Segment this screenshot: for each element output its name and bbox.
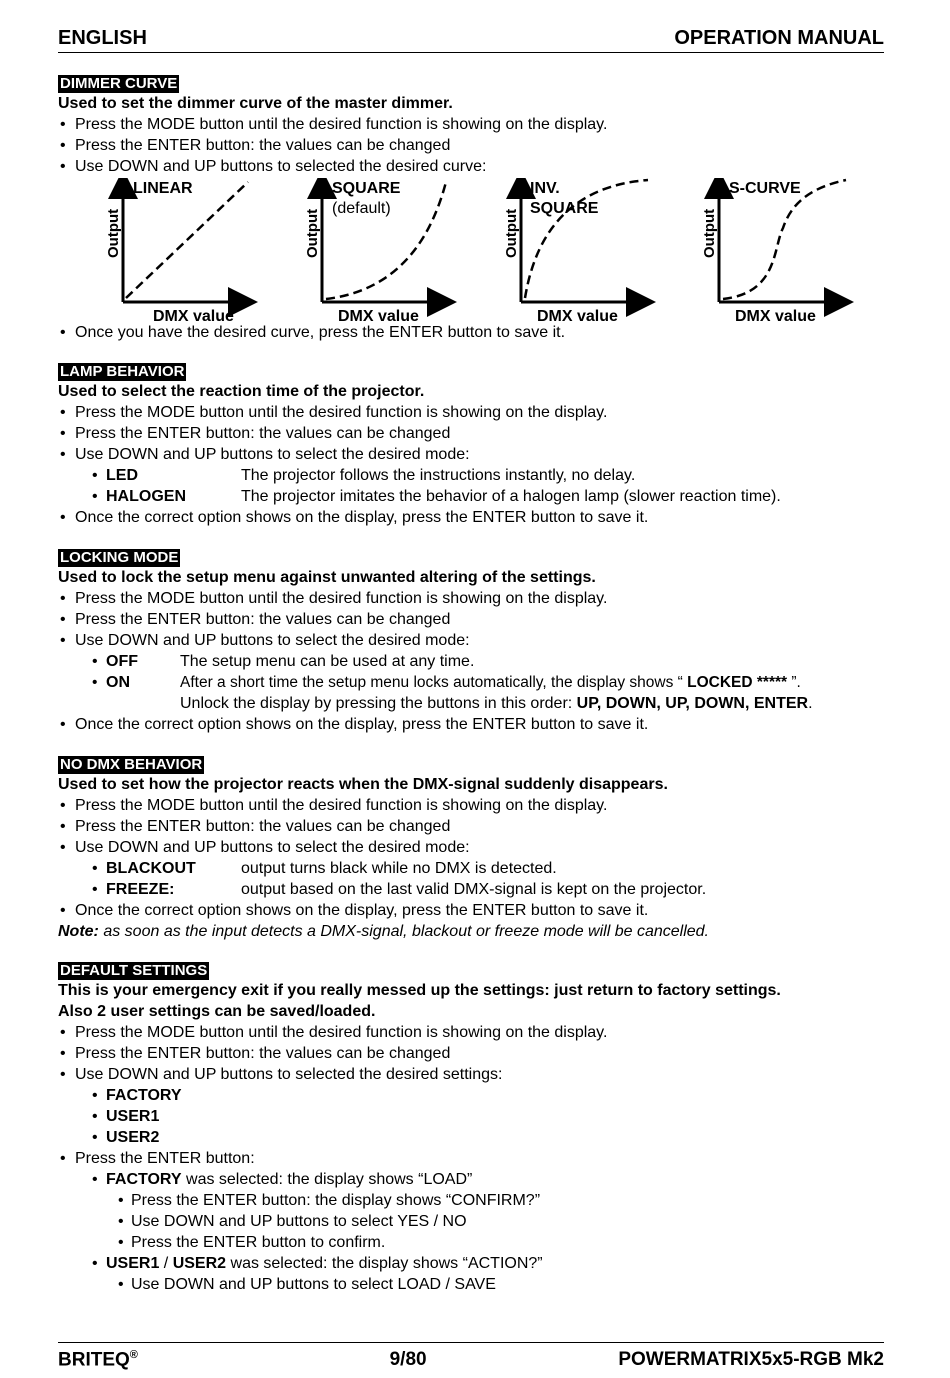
curve-square — [304, 180, 446, 324]
s-curve-line — [723, 180, 846, 299]
section-lead: Used to set the dimmer curve of the master dimmer. — [58, 95, 453, 112]
option-key: USER1 — [106, 1108, 160, 1125]
curve-title-2: SQUARE — [530, 200, 599, 217]
option-key: LED — [106, 467, 138, 484]
section-tag: LAMP BEHAVIOR — [60, 363, 185, 380]
option-key: OFF — [106, 653, 138, 670]
registered-mark: ® — [129, 1349, 138, 1361]
list-item: • Use DOWN and UP buttons to selected the desired settings: — [58, 1064, 888, 1085]
section-tag: LOCKING MODE — [60, 549, 179, 566]
footer-model: POWERMATRIX5x5-RGB Mk2 — [618, 1349, 884, 1370]
list-item: • Press the MODE button until the desired function is showing on the display. — [58, 795, 888, 816]
y-axis-label: Output — [105, 208, 122, 258]
list-item: • Press the ENTER button: the values can be changed — [58, 1043, 888, 1064]
note-text: as soon as the input detects a DMX-signal, blackout or freeze mode will be cancelled. — [98, 923, 709, 940]
option-item — [58, 651, 888, 672]
list-item: • Once the correct option shows on the display, press the ENTER button to save it. — [58, 714, 888, 735]
factory-step: • Press the ENTER button: the display shows “CONFIRM?” — [58, 1190, 888, 1211]
option-item — [58, 1085, 888, 1106]
y-axis-label: Output — [304, 208, 321, 258]
option-continuation — [58, 693, 888, 714]
option-item — [58, 465, 888, 486]
section-tag: DIMMER CURVE — [60, 75, 178, 92]
list-item: • Use DOWN and UP buttons to selected the desired curve: — [58, 156, 888, 177]
option-key: USER1 — [106, 1255, 160, 1272]
option-desc: The setup menu can be used at any time. — [180, 653, 475, 670]
section-no-dmx-behavior — [58, 756, 888, 942]
separator: / — [159, 1255, 173, 1272]
section-lead: Also 2 user settings can be saved/loaded. — [58, 1003, 376, 1020]
list-item: • Press the ENTER button: the values can be changed — [58, 135, 888, 156]
option-key: USER2 — [172, 1255, 227, 1272]
option-key: BLACKOUT — [106, 860, 196, 877]
option-key: ON — [106, 674, 130, 691]
factory-item — [58, 1169, 888, 1190]
header-language: ENGLISH — [58, 27, 147, 49]
unlock-sequence: UP, DOWN, UP, DOWN, ENTER — [576, 695, 809, 712]
section-lead: Used to set how the projector reacts when the DMX-signal suddenly disappears. — [58, 776, 668, 793]
note-label: Note: — [58, 923, 99, 940]
list-item: • Press the ENTER button: the values can be changed — [58, 609, 888, 630]
option-key: HALOGEN — [106, 488, 186, 505]
list-item: • Use DOWN and UP buttons to select the desired mode: — [58, 630, 888, 651]
option-desc: was selected: the display shows “ACTION?” — [226, 1255, 543, 1272]
option-desc: The projector imitates the behavior of a halogen lamp (slower reaction time). — [241, 488, 781, 505]
option-desc: was selected: the display shows “LOAD” — [181, 1171, 473, 1188]
curve-title-1: INV. — [530, 180, 560, 197]
option-desc: The projector follows the instructions instantly, no delay. — [241, 467, 636, 484]
option-desc: output based on the last valid DMX-signal is kept on the projector. — [241, 881, 707, 898]
list-item: • Press the MODE button until the desired function is showing on the display. — [58, 1022, 888, 1043]
option-item — [58, 486, 888, 507]
section-lamp-behavior — [58, 363, 888, 528]
linear-curve-line — [126, 182, 248, 298]
inv-square-curve-line — [525, 180, 648, 298]
factory-step: • Press the ENTER button to confirm. — [58, 1232, 888, 1253]
dimmer-curve-diagrams — [58, 178, 888, 324]
curve-s-curve — [701, 180, 846, 324]
list-item: • Press the MODE button until the desired function is showing on the display. — [58, 402, 888, 423]
option-key: USER2 — [106, 1129, 160, 1146]
option-key: FACTORY — [106, 1171, 182, 1188]
x-axis-label: DMX value — [537, 308, 618, 324]
page-number: 9/80 — [389, 1349, 427, 1370]
section-default-settings — [58, 962, 888, 1295]
list-item: • Once the correct option shows on the display, press the ENTER button to save it. — [58, 507, 888, 528]
brand-name: BRITEQ — [58, 1349, 130, 1371]
curve-linear — [105, 180, 248, 324]
section-dimmer-curve-end — [58, 322, 888, 343]
x-axis-label: DMX value — [153, 308, 234, 324]
section-lead: Used to lock the setup menu against unwanted altering of the settings. — [58, 569, 596, 586]
curve-default-label: (default) — [332, 200, 391, 217]
option-desc: output turns black while no DMX is detected. — [241, 860, 557, 877]
curve-title: SQUARE — [332, 180, 401, 197]
x-axis-label: DMX value — [735, 308, 816, 324]
factory-step: • Use DOWN and UP buttons to select YES / NO — [58, 1211, 888, 1232]
y-axis-label: Output — [701, 208, 718, 258]
list-item: • Once the correct option shows on the display, press the ENTER button to save it. — [58, 900, 888, 921]
page-header — [58, 18, 884, 53]
option-desc-end: ”. — [787, 674, 801, 691]
locked-display-text: LOCKED ***** — [687, 674, 788, 691]
option-desc: After a short time the setup menu locks automatically, the display shows “ — [180, 674, 688, 691]
x-axis-label: DMX value — [338, 308, 419, 324]
option-item — [58, 1106, 888, 1127]
y-axis-label: Output — [503, 208, 520, 258]
option-item — [58, 879, 888, 900]
curve-title: LINEAR — [133, 180, 193, 197]
unlock-text: Unlock the display by pressing the buttons in this order: — [180, 695, 577, 712]
curve-title: S-CURVE — [729, 180, 801, 197]
section-tag: DEFAULT SETTINGS — [60, 962, 208, 979]
section-tag: NO DMX BEHAVIOR — [60, 756, 203, 773]
header-title: OPERATION MANUAL — [674, 27, 884, 49]
note — [58, 921, 888, 942]
option-item — [58, 1127, 888, 1148]
list-item: • Press the ENTER button: the values can be changed — [58, 816, 888, 837]
option-key: FREEZE: — [106, 881, 175, 898]
list-item: • Press the ENTER button: the values can be changed — [58, 423, 888, 444]
list-item: • Use DOWN and UP buttons to select the desired mode: — [58, 837, 888, 858]
section-lead: This is your emergency exit if you really messed up the settings: just return to factory settings. — [58, 982, 781, 999]
user-item — [58, 1253, 888, 1274]
list-item: • Press the MODE button until the desired function is showing on the display. — [58, 588, 888, 609]
section-locking-mode — [58, 549, 888, 735]
option-item — [58, 858, 888, 879]
section-lead: Used to select the reaction time of the projector. — [58, 383, 425, 400]
curve-diagram-svg — [58, 178, 888, 324]
page-footer — [58, 1342, 884, 1371]
list-item: • Use DOWN and UP buttons to select the desired mode: — [58, 444, 888, 465]
list-item: • Press the MODE button until the desired function is showing on the display. — [58, 114, 888, 135]
user-step: • Use DOWN and UP buttons to select LOAD / SAVE — [58, 1274, 888, 1295]
footer-brand — [58, 1349, 138, 1371]
option-item — [58, 672, 888, 693]
section-dimmer-curve — [58, 75, 888, 177]
curve-inv-square — [503, 180, 648, 324]
option-key: FACTORY — [106, 1087, 182, 1104]
list-item: • Press the ENTER button: — [58, 1148, 888, 1169]
list-item: • Once you have the desired curve, press the ENTER button to save it. — [58, 322, 888, 343]
unlock-text-end: . — [808, 695, 813, 712]
